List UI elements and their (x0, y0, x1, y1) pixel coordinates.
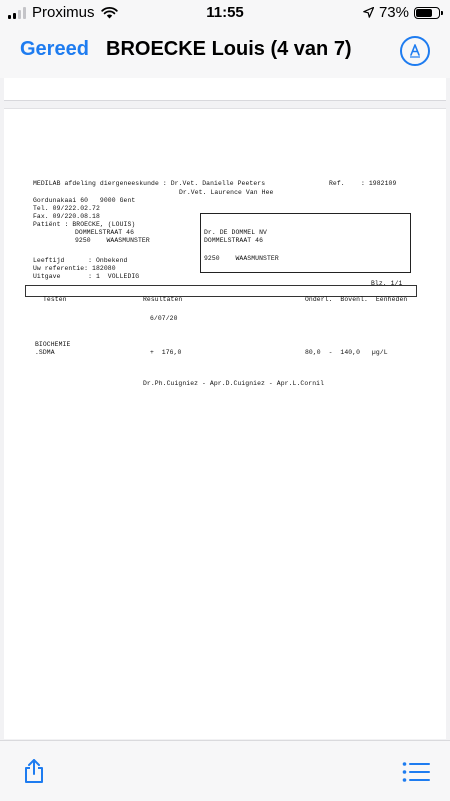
carrier-label: Proximus (32, 4, 95, 21)
previous-page[interactable] (4, 78, 446, 101)
share-button[interactable] (20, 757, 48, 785)
document-page[interactable] (4, 108, 446, 739)
outline-list-button[interactable] (402, 761, 430, 783)
recipient-name: Dr. DE DOMMEL NV (204, 229, 267, 236)
status-right (363, 4, 440, 21)
edition-line: Uitgave : 1 VOLLEDIG (33, 273, 140, 280)
document-viewer[interactable] (0, 78, 450, 740)
result-date: 6/07/20 (150, 315, 178, 322)
column-results: Resultaten (143, 296, 183, 303)
test-result: + 176,0 (150, 349, 182, 356)
location-arrow-icon (363, 7, 374, 18)
battery-percentage: 73% (378, 4, 409, 21)
lab-address: Gordunakaai 60 9000 Gent (33, 197, 136, 204)
clock: 11:55 (206, 4, 244, 21)
markup-button[interactable] (400, 36, 430, 66)
recipient-city: 9250 WAASMUNSTER (204, 255, 279, 262)
page-number: Blz. 1/1 (371, 280, 403, 287)
ref-label: Ref. (329, 180, 345, 187)
share-icon (20, 757, 48, 785)
document-title: BROECKE Louis (4 van 7) (106, 38, 352, 60)
signers-line: Dr.Ph.Cuigniez - Apr.D.Cuigniez - Apr.L.Cornil (143, 380, 325, 387)
patient-city: 9250 WAASMUNSTER (75, 237, 150, 244)
test-range: 80,0 - 140,0 µg/L (305, 349, 388, 356)
status-bar (0, 0, 450, 26)
patient-street: DOMMELSTRAAT 46 (75, 229, 135, 236)
markup-pen-icon (408, 44, 422, 58)
patient-line: Patiënt : BROECKE, (LOUIS) (33, 221, 136, 228)
ref-value: : 1982109 (361, 180, 397, 187)
section-header: BIOCHEMIE (35, 341, 71, 348)
list-icon (402, 761, 430, 783)
navigation-bar (0, 26, 450, 78)
bottom-toolbar (0, 740, 450, 801)
test-name: .SDMA (35, 349, 55, 356)
battery-icon (414, 7, 440, 19)
recipient-street: DOMMELSTRAAT 46 (204, 237, 264, 244)
reference-line: Uw referentie: 182080 (33, 265, 116, 272)
battery-level (416, 9, 432, 17)
vet-second: Dr.Vet. Laurence Van Hee (179, 189, 274, 196)
lab-line: MEDILAB afdeling diergeneeskunde : Dr.Vet. Danielle Peeters (33, 180, 266, 187)
column-limits: Onderl. Bovenl. Eenheden (305, 296, 408, 303)
age-line: Leeftijd : Onbekend (33, 257, 128, 264)
done-button[interactable]: Gereed (20, 38, 89, 60)
lab-phone: Tel. 09/222.02.72 (33, 205, 100, 212)
lab-fax: Fax. 09/220.08.18 (33, 213, 100, 220)
column-tests: Testen (43, 296, 67, 303)
